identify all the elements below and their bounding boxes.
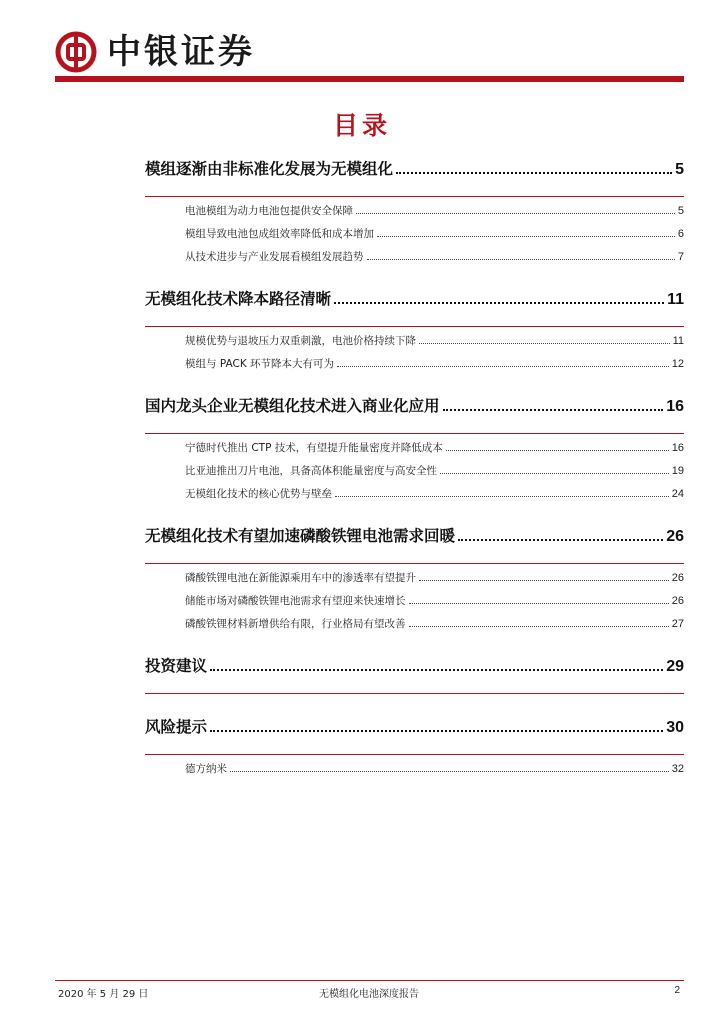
dot-leader bbox=[230, 770, 669, 772]
section-divider bbox=[145, 326, 684, 327]
toc-section-title: 投资建议 bbox=[145, 657, 208, 675]
toc-section-page: 16 bbox=[666, 398, 684, 415]
toc-subsection-title: 储能市场对磷酸铁锂电池需求有望迎来快速增长 bbox=[185, 595, 406, 607]
section-divider bbox=[145, 754, 684, 755]
toc-subsection-page: 7 bbox=[677, 251, 684, 263]
toc-subsection-page: 16 bbox=[671, 442, 684, 454]
toc-section-page: 11 bbox=[667, 291, 684, 308]
header-divider bbox=[55, 76, 684, 82]
dot-leader bbox=[419, 342, 670, 344]
toc-subsection-page: 19 bbox=[671, 465, 684, 477]
dot-leader bbox=[446, 449, 669, 451]
toc-subsection-page: 32 bbox=[671, 763, 684, 775]
toc-subsection[interactable] bbox=[145, 761, 684, 784]
toc-section-title: 国内龙头企业无模组化技术进入商业化应用 bbox=[145, 397, 440, 415]
toc-section[interactable] bbox=[145, 389, 684, 433]
section-spacer bbox=[145, 784, 684, 794]
toc-subsection[interactable] bbox=[145, 593, 684, 616]
toc-subsection-page: 5 bbox=[677, 205, 684, 217]
toc-subsection[interactable] bbox=[145, 356, 684, 379]
toc-subsection-title: 从技术进步与产业发展看模组发展趋势 bbox=[185, 251, 364, 263]
toc-subsection-title: 磷酸铁锂材料新增供给有限，行业格局有望改善 bbox=[185, 618, 406, 630]
toc-section-page: 30 bbox=[666, 719, 684, 736]
dot-leader bbox=[409, 602, 669, 604]
dot-leader bbox=[458, 538, 663, 541]
dot-leader bbox=[396, 171, 672, 174]
section-spacer bbox=[145, 272, 684, 282]
dot-leader bbox=[337, 365, 669, 367]
toc-subsection-title: 宁德时代推出 CTP 技术，有望提升能量密度并降低成本 bbox=[185, 442, 443, 454]
toc-subsection[interactable] bbox=[145, 333, 684, 356]
section-divider bbox=[145, 196, 684, 197]
toc-subsection-title: 电池模组为动力电池包提供安全保障 bbox=[185, 205, 353, 217]
toc-subsection-title: 比亚迪推出刀片电池，具备高体积能量密度与高安全性 bbox=[185, 465, 437, 477]
toc-section[interactable] bbox=[145, 519, 684, 563]
toc-section[interactable] bbox=[145, 282, 684, 326]
bank-of-china-logo-icon bbox=[55, 31, 97, 73]
toc-subsection[interactable] bbox=[145, 463, 684, 486]
toc-subsection-page: 12 bbox=[671, 358, 684, 370]
toc-subsection[interactable] bbox=[145, 249, 684, 272]
footer-date: 2020 年 5 月 29 日 bbox=[58, 989, 149, 1000]
toc-subsection[interactable] bbox=[145, 570, 684, 593]
table-of-contents bbox=[145, 152, 684, 794]
toc-subsection-title: 磷酸铁锂电池在新能源乘用车中的渗透率有望提升 bbox=[185, 572, 416, 584]
dot-leader bbox=[356, 212, 675, 214]
toc-section-title: 模组逐渐由非标准化发展为无模组化 bbox=[145, 160, 394, 178]
section-divider bbox=[145, 433, 684, 434]
section-divider bbox=[145, 693, 684, 694]
toc-subsection-title: 规模优势与退坡压力双重刺激，电池价格持续下降 bbox=[185, 335, 416, 347]
toc-section-page: 26 bbox=[666, 528, 684, 545]
dot-leader bbox=[335, 495, 669, 497]
dot-leader bbox=[210, 668, 663, 671]
toc-subsection[interactable] bbox=[145, 203, 684, 226]
toc-section-page: 5 bbox=[675, 161, 684, 178]
toc-subsection-page: 6 bbox=[677, 228, 684, 240]
footer bbox=[58, 985, 680, 1001]
section-spacer bbox=[145, 509, 684, 519]
toc-subsection[interactable] bbox=[145, 226, 684, 249]
toc-section-title: 无模组化技术有望加速磷酸铁锂电池需求回暖 bbox=[145, 527, 456, 545]
dot-leader bbox=[440, 472, 669, 474]
dot-leader bbox=[409, 625, 669, 627]
toc-section[interactable] bbox=[145, 649, 684, 693]
footer-document-title: 无模组化电池深度报告 bbox=[319, 989, 419, 1000]
brand-name: 中银证券 bbox=[107, 32, 255, 72]
dot-leader bbox=[443, 408, 664, 411]
header bbox=[55, 28, 255, 76]
toc-subsection-page: 24 bbox=[671, 488, 684, 500]
section-spacer bbox=[145, 379, 684, 389]
section-spacer bbox=[145, 639, 684, 649]
toc-subsection[interactable] bbox=[145, 486, 684, 509]
toc-title: 目录 bbox=[332, 111, 391, 140]
toc-subsection-title: 德方纳米 bbox=[185, 763, 227, 775]
toc-subsection-title: 模组导致电池包成组效率降低和成本增加 bbox=[185, 228, 374, 240]
section-spacer bbox=[145, 700, 684, 710]
dot-leader bbox=[419, 579, 669, 581]
toc-section-title: 风险提示 bbox=[145, 718, 208, 736]
dot-leader bbox=[367, 258, 675, 260]
footer-divider bbox=[55, 980, 684, 981]
toc-subsection-page: 11 bbox=[672, 335, 684, 347]
toc-subsection-page: 27 bbox=[671, 618, 684, 630]
toc-subsection-title: 无模组化技术的核心优势与壁垒 bbox=[185, 488, 332, 500]
toc-subsection-page: 26 bbox=[671, 572, 684, 584]
section-divider bbox=[145, 563, 684, 564]
toc-section[interactable] bbox=[145, 710, 684, 754]
toc-subsection[interactable] bbox=[145, 616, 684, 639]
toc-subsection[interactable] bbox=[145, 440, 684, 463]
footer-page-number: 2 bbox=[674, 985, 680, 996]
toc-section-title: 无模组化技术降本路径清晰 bbox=[145, 290, 332, 308]
toc-subsection-page: 26 bbox=[671, 595, 684, 607]
toc-section-page: 29 bbox=[666, 658, 684, 675]
toc-section[interactable] bbox=[145, 152, 684, 196]
dot-leader bbox=[210, 729, 663, 732]
toc-subsection-title: 模组与 PACK 环节降本大有可为 bbox=[185, 358, 335, 370]
dot-leader bbox=[334, 301, 664, 304]
dot-leader bbox=[377, 235, 675, 237]
